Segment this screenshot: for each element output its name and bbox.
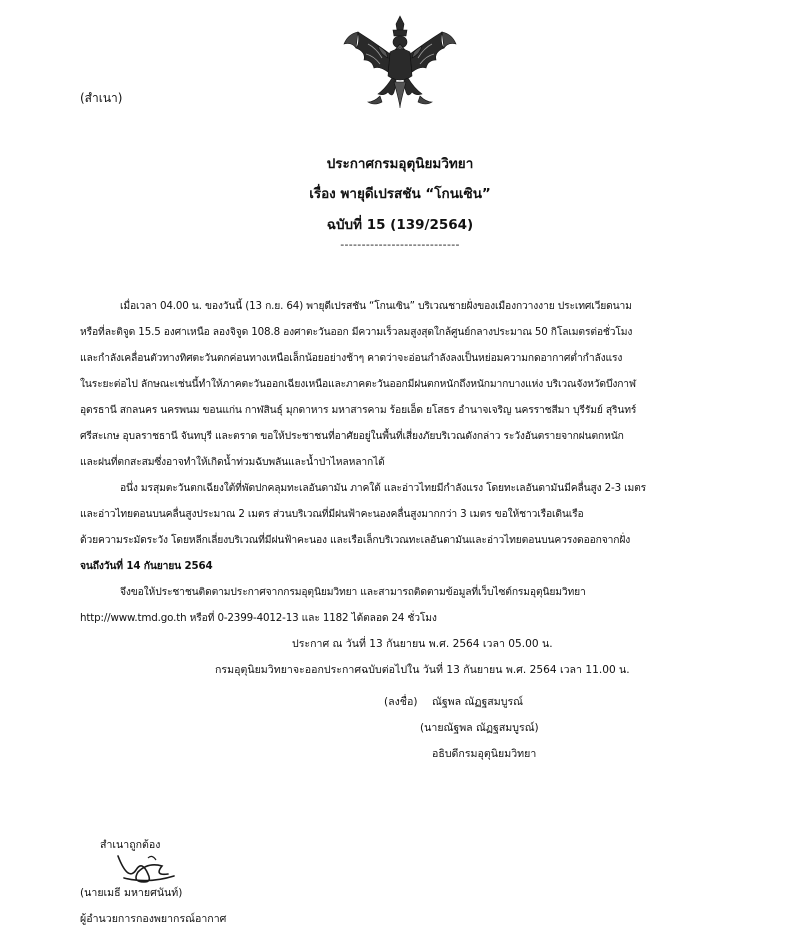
certified-copy-label: สำเนาถูกต้อง [100, 839, 161, 851]
handwritten-signature-icon [108, 852, 178, 886]
paragraph1-line: และฝนที่ตกสะสมซึ่งอาจทำให้เกิดน้ำท่วมฉับพลันและน้ำป่าไหลหลากได้ [80, 456, 385, 468]
signed-name: ณัฐพล ณัฏฐสมบูรณ์ [432, 696, 523, 708]
contact-line: http://www.tmd.go.th หรือที่ 0-2399-4012-13 และ 1182 ได้ตลอด 24 ชั่วโมง [80, 612, 437, 624]
signer-full-name: (นายณัฐพล ณัฏฐสมบูรณ์) [420, 722, 539, 734]
paragraph1-line: ในระยะต่อไป ลักษณะเช่นนี้ทำให้ภาคตะวันออกเฉียงเหนือและภาคตะวันออกมีฝนตกหนักถึงหนักมากบางแห่ง บริเวณจังหวัดบึงกาฬ [80, 378, 636, 390]
page-title: ประกาศกรมอุตุนิยมวิทยา [326, 156, 474, 172]
paragraph3-line: จึงขอให้ประชาชนติดตามประกาศจากกรมอุตุนิยมวิทยา และสามารถติดตามข้อมูลที่เว็บไซต์กรมอุตุนิยมวิทยา [120, 586, 586, 598]
announced-date: ประกาศ ณ วันที่ 13 กันยายน พ.ศ. 2564 เวลา 05.00 น. [292, 638, 553, 650]
garuda-emblem-icon [338, 14, 462, 110]
paragraph1-line: เมื่อเวลา 04.00 น. ของวันนี้ (13 ก.ย. 64) พายุดีเปรสชัน “โกนเซิน” บริเวณชายฝั่งของเมืองกวางงาย ประเทศเวียดนาม [120, 300, 632, 312]
issue-number: ฉบับที่ 15 (139/2564) [326, 217, 474, 233]
paragraph1-line: ศรีสะเกษ อุบลราชธานี จันทบุรี และตราด ขอให้ประชาชนที่อาศัยอยู่ในพื้นที่เสี่ยงภัยบริเวณดังกล่าว ระวังอันตรายจากฝนตกหนัก [80, 430, 624, 442]
paragraph2-line: อนึ่ง มรสุมตะวันตกเฉียงใต้ที่พัดปกคลุมทะเลอันดามัน ภาคใต้ และอ่าวไทยมีกำลังแรง โดยทะเลอันดามันมีคลื่นสูง 2-3 เมตร [120, 482, 647, 494]
copy-mark: (สำเนา) [80, 91, 123, 105]
signed-prefix: (ลงชื่อ) [384, 696, 418, 708]
paragraph2-line: ด้วยความระมัดระวัง โดยหลีกเลี่ยงบริเวณที่มีฝนฟ้าคะนอง และเรือเล็กบริเวณทะเลอันดามันและอ่าวไทยตอนบนควรงดออกจากฝั่ง [80, 534, 631, 546]
paragraph1-line: หรือที่ละติจูด 15.5 องศาเหนือ ลองจิจูด 108.8 องศาตะวันออก มีความเร็วลมสูงสุดใกล้ศูนย์กลางประมาณ 50 กิโลเมตรต่อชั่วโมง [80, 326, 633, 338]
certifier-position: ผู้อำนวยการกองพยากรณ์อากาศ [80, 913, 227, 925]
paragraph2-line: และอ่าวไทยตอนบนคลื่นสูงประมาณ 2 เมตร ส่วนบริเวณที่มีฝนฟ้าคะนองคลื่นสูงมากกว่า 3 เมตร ขอให้ชาวเรือเดินเรือ [80, 508, 584, 520]
signer-position: อธิบดีกรมอุตุนิยมวิทยา [432, 748, 537, 760]
valid-until-line: จนถึงวันที่ 14 กันยายน 2564 [80, 560, 213, 572]
certifier-name: (นายเมธี มหายศนันท์) [80, 887, 183, 899]
subject-title: เรื่อง พายุดีเปรสชัน “โกนเซิน” [309, 186, 491, 202]
paragraph1-line: และกำลังเคลื่อนตัวทางทิศตะวันตกค่อนทางเหนือเล็กน้อยอย่างช้าๆ คาดว่าจะอ่อนกำลังลงเป็นหย่อมความกดอากาศต่ำกำลังแรง [80, 352, 623, 364]
next-announcement: กรมอุตุนิยมวิทยาจะออกประกาศฉบับต่อไปใน วันที่ 13 กันยายน พ.ศ. 2564 เวลา 11.00 น. [215, 664, 630, 676]
paragraph1-line: อุดรธานี สกลนคร นครพนม ขอนแก่น กาฬสินธุ์ มุกดาหาร มหาสารคาม ร้อยเอ็ด ยโสธร อำนาจเจริญ นครราชสีมา บุรีรัมย์ สุรินทร์ [80, 404, 637, 416]
title-separator: ---------------------------- [340, 238, 460, 251]
